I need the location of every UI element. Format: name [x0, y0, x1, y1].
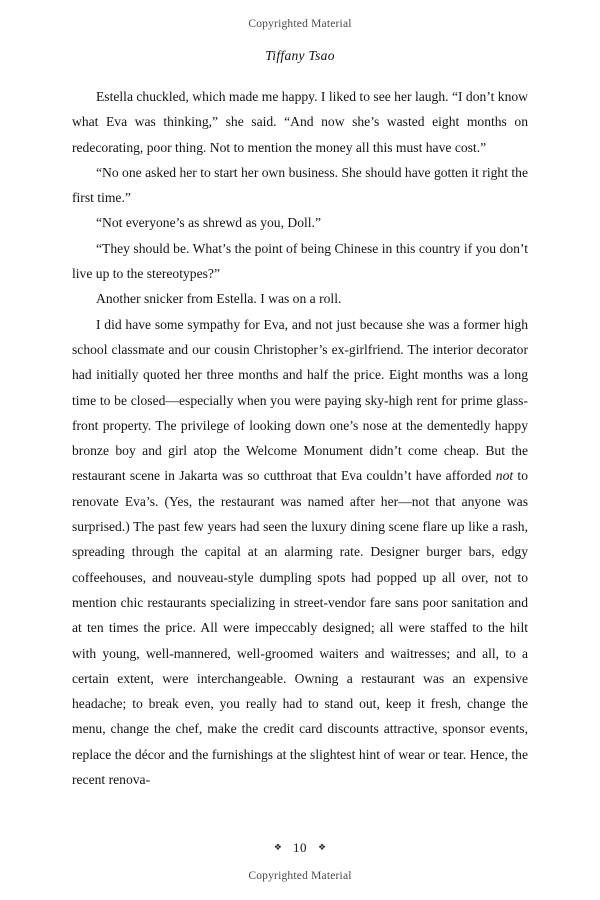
paragraph: Estella chuckled, which made me happy. I liked to see her laugh. “I don’t know what Eva was thinking,” she said. “And now she’s wasted eight months on redecorating, poor thing. Not to mention the money all this must have cost.”: [72, 89, 528, 155]
page-number: 10: [293, 840, 307, 855]
paragraph: “Not everyone’s as shrewd as you, Doll.”: [96, 215, 321, 231]
copyright-watermark-top: Copyrighted Material: [248, 18, 352, 30]
running-head-author: Tiffany Tsao: [265, 48, 335, 63]
paragraph: “No one asked her to start her own business. She should have gotten it right the first time.”: [72, 164, 528, 206]
emphasis-not: not: [495, 468, 514, 484]
page-body-text: [72, 84, 528, 792]
paragraph: “They should be. What’s the point of being Chinese in this country if you don’t live up to the stereotypes?”: [72, 240, 528, 282]
paragraph: Another snicker from Estella. I was on a roll.: [96, 291, 342, 307]
copyright-watermark-bottom: Copyrighted Material: [248, 870, 352, 882]
paragraph-part-a: I did have some sympathy for Eva, and not just because she was a former high school classmate and our cousin Christopher’s ex-girlfriend. The interior decorator had initially quoted her three months and half the price. Eight months was a long time to be closed—especially when you were paying sky-high rent for prime glass-front property. The privilege of looking down one’s nose at the dementedly happy bronze boy and girl atop the Welcome Monument didn’t come cheap. But the restaurant scene in Jakarta was so cutthroat that Eva couldn’t have afforded: [72, 316, 528, 484]
ornament-right-icon: ❖: [318, 842, 327, 852]
ornament-left-icon: ❖: [273, 842, 282, 852]
paragraph-part-b: to renovate Eva’s. (Yes, the restaurant was named after her—not that anyone was surprised.) The past few years had seen the luxury dining scene flare up like a rash, spreading through the capital at an alarming rate. Designer burger bars, edgy coffeehouses, and nouveau-style dumpling spots had popped up all over, not to mention chic restaurants specializing in street-vendor fare sans poor sanitation and at ten times the price. All were impeccably designed; all were staffed to the hilt with young, well-mannered, well-groomed waiters and waitresses; and all, to a certain extent, were interchangeable. Owning a restaurant was an expensive headache; to break even, you really had to stand out, keep it fresh, change the menu, change the chef, make the credit card discounts attractive, sponsor events, replace the décor and the furnishings at the slightest hint of wear or tear. Hence, the recent renova-: [72, 468, 528, 788]
paragraph-long: [72, 312, 528, 793]
page-folio: [0, 840, 600, 856]
